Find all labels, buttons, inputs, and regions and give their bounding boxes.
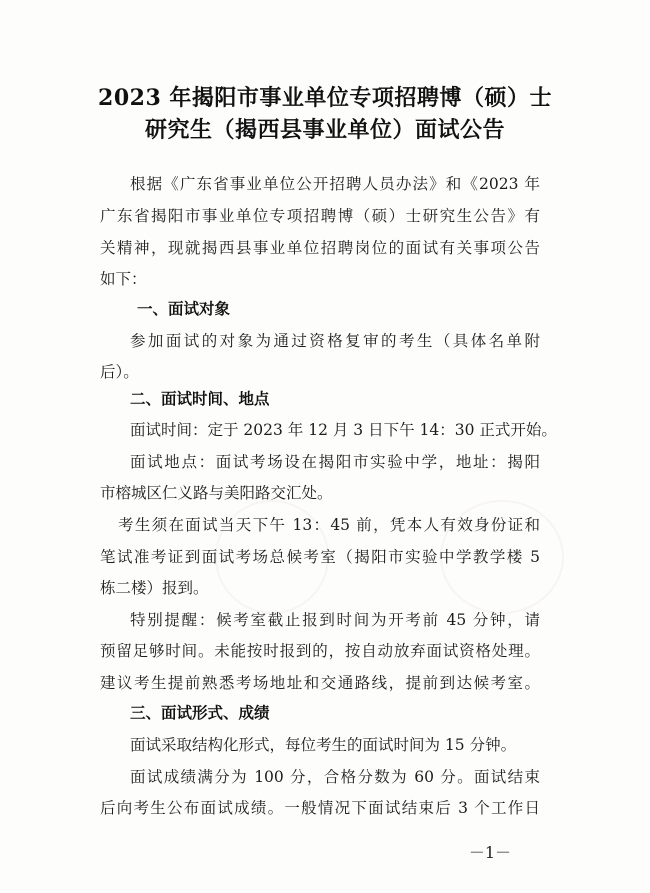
interview-place-line: 市榕城区仁义路与美阳路交汇处。 (100, 484, 333, 502)
intro-line: 广东省揭阳市事业单位专项招聘博（硕）士研究生公告》有 (100, 207, 540, 225)
intro-line: 如下： (100, 270, 147, 288)
page-number: －1－ (468, 843, 512, 862)
report-line: 考生须在面试当天下午 13：45 前，凭本人有效身份证和 (118, 516, 540, 534)
section-heading-interview-candidates: 一、面试对象 (137, 299, 231, 318)
report-line: 笔试准考证到面试考场总候考室（揭阳市实验中学教学楼 5 (100, 548, 540, 566)
score-line: 后向考生公布面试成绩。一般情况下面试结束后 3 个工作日 (100, 799, 540, 817)
reminder-line: 建议考生提前熟悉考场地址和交通路线，提前到达候考室。 (100, 674, 540, 692)
interview-format-line: 面试采取结构化形式，每位考生的面试时间为 15 分钟。 (130, 736, 517, 754)
interview-time-line: 面试时间：定于 2023 年 12 月 3 日下午 14：30 正式开始。 (130, 421, 557, 439)
section-heading-time-place: 二、面试时间、地点 (130, 389, 270, 408)
report-line: 栋二楼）报到。 (100, 579, 209, 597)
section1-line: 参加面试的对象为通过资格复审的考生（具体名单附 (130, 332, 540, 350)
section-heading-format-scores: 三、面试形式、成绩 (130, 703, 270, 722)
reminder-line: 特别提醒：候考室截止报到时间为开考前 45 分钟，请 (130, 611, 540, 629)
section1-line: 后）。 (100, 363, 139, 381)
interview-place-line: 面试地点：面试考场设在揭阳市实验中学，地址：揭阳 (130, 453, 540, 471)
reminder-line: 预留足够时间。未能按时报到的，按自动放弃面试资格处理。 (100, 642, 540, 660)
intro-line: 关精神，现就揭西县事业单位招聘岗位的面试有关事项公告 (100, 239, 540, 257)
score-line: 面试成绩满分为 100 分，合格分数为 60 分。面试结束 (130, 768, 540, 786)
document-title-line-2: 研究生（揭西县事业单位）面试公告 (144, 117, 505, 143)
document-title-line-1: 2023 年揭阳市事业单位专项招聘博（硕）士 (98, 85, 552, 111)
intro-line: 根据《广东省事业单位公开招聘人员办法》和《2023 年 (130, 175, 540, 193)
